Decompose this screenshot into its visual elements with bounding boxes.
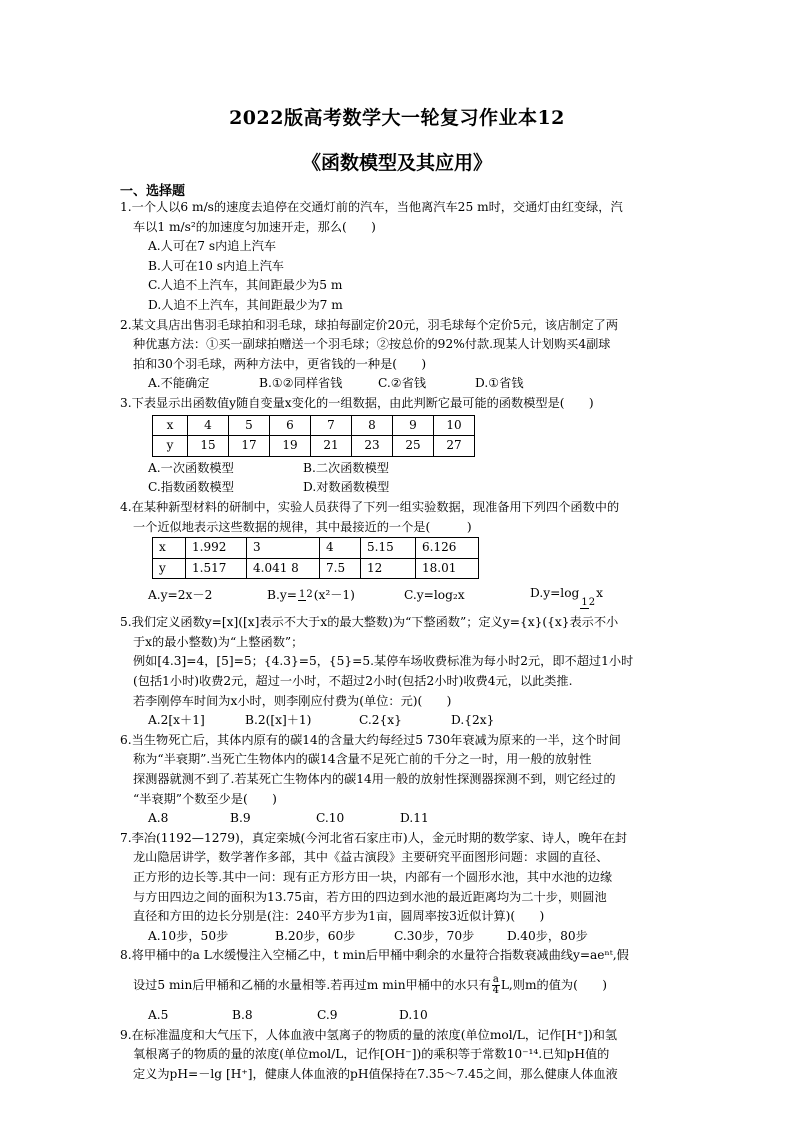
question-number: 6.: [120, 732, 132, 747]
table-cell: 18.01: [416, 558, 479, 579]
page-title: 2022版高考数学大一轮复习作业本12: [229, 107, 565, 129]
option-b: B.①②同样省钱: [259, 376, 343, 391]
option-b: B.2([x]＋1): [245, 713, 312, 728]
table-cell: 8: [352, 415, 393, 436]
table-cell: 4: [188, 415, 229, 436]
question-number: 1.: [120, 200, 132, 214]
fraction: [492, 975, 500, 996]
option-d: D.人追不上汽车，其间距最少为7 m: [148, 297, 343, 312]
option-a: A.10步，50步: [148, 928, 229, 943]
question-text: L,则m的值为( ): [500, 978, 607, 993]
table-cell: 5.15: [361, 538, 416, 559]
option-d: D.10: [399, 1007, 428, 1022]
option-a: A.y=2x－2: [148, 588, 213, 603]
question-text: 称为“半衰期”.当死亡生物体内的碳14含量不足死亡前的千分之一时，用一般的放射性: [133, 752, 592, 767]
option-b: B.8: [232, 1007, 253, 1022]
table-cell: x: [153, 538, 186, 559]
options-row: [120, 374, 700, 394]
table-cell: y: [153, 436, 188, 457]
option-d: D.11: [400, 811, 429, 826]
option-a: A.2[x＋1]: [148, 713, 205, 728]
denominator: 2: [306, 589, 313, 601]
table-cell: 9: [393, 415, 434, 436]
table-cell: 19: [270, 436, 311, 457]
question-2: [120, 316, 700, 394]
table-cell: 6.126: [416, 538, 479, 559]
question-text: [120, 966, 700, 1006]
question-text: 例如[4.3]=4，[5]=5；{4.3}=5，{5}=5.某停车场收费标准为每小时2元，即不超过1小时: [133, 654, 634, 669]
option-a: A.不能确定: [148, 376, 210, 391]
option-b: B.9: [230, 811, 251, 826]
question-number: 7.: [120, 830, 132, 845]
question-text: 龙山隐居讲学，数学著作多部，其中《益古演段》主要研究平面图形问题：求圆的直径、: [133, 850, 609, 865]
question-text: 下表显示出函数值y随自变量x变化的一组数据，由此判断它最可能的函数模型是( ): [131, 395, 594, 410]
option-a: A.人可在7 s内追上汽车: [148, 239, 277, 254]
table-cell: y: [153, 558, 186, 579]
option-c: C.30步，70步: [394, 928, 475, 943]
options-row: [120, 927, 700, 947]
question-4: [120, 498, 700, 613]
option-d: D.对数函数模型: [303, 480, 390, 495]
question-9: [120, 1026, 700, 1085]
table-cell: 1.517: [186, 558, 247, 579]
question-list: [120, 198, 700, 1084]
question-number: 3.: [120, 395, 132, 410]
option-a: A.8: [148, 811, 169, 826]
table-row-x: [153, 538, 479, 559]
question-text: 将甲桶中的a L水缓慢注入空桶乙中，t min后甲桶中剩余的水量符合指数衰减曲线y=aeⁿᵗ,假: [131, 948, 629, 963]
denominator: 4: [492, 985, 500, 997]
option-c: C.②省钱: [378, 376, 427, 391]
table-row-y: [153, 558, 479, 579]
option-d: D.{2x}: [451, 713, 495, 728]
question-text: 探测器就测不到了.若某死亡生物体内的碳14用一般的放射性探测器探测不到，则它经过的: [133, 772, 616, 787]
question-text: 与方田四边之间的面积为13.75亩，若方田的四边到水池的最近距离均为二十步，则圆池: [133, 889, 607, 904]
option-c: C.9: [317, 1007, 338, 1022]
options-row: [120, 809, 700, 829]
page-subtitle: 《函数模型及其应用》: [301, 152, 492, 174]
option-a: A.5: [148, 1007, 169, 1022]
table-cell: 15: [188, 436, 229, 457]
question-text: 在标准温度和大气压下，人体血液中氢离子的物质的量的浓度(单位mol/L，记作[H⁺])和氢: [131, 1027, 618, 1042]
question-8: [120, 946, 700, 1025]
question-5: [120, 613, 700, 731]
table-cell: 1.992: [186, 538, 247, 559]
numerator: 1: [298, 589, 306, 601]
table-cell: 7.5: [320, 558, 361, 579]
fraction: [580, 598, 595, 609]
question-text: 在某种新型材料的研制中，实验人员获得了下列一组实验数据，现准备用下列四个函数中的: [131, 499, 620, 514]
table-cell: 12: [361, 558, 416, 579]
table-cell: 5: [229, 415, 270, 436]
question-number: 9.: [120, 1027, 132, 1042]
question-text: 定义为pH=－lg [H⁺]，健康人体血液的pH值保持在7.35～7.45之间，那么健康人体血液: [133, 1066, 618, 1081]
option-d: [530, 584, 603, 609]
question-text: 直径和方田的边长分别是(注：240平方步为1亩，圆周率按3近似计算)( ): [133, 909, 545, 924]
question-text: 某文具店出售羽毛球拍和羽毛球，球拍每副定价20元，羽毛球每个定价5元，该店制定了两: [131, 317, 619, 332]
question-text: 车以1 m/s²的加速度匀加速开走，那么( ): [133, 219, 376, 234]
option-d: D.40步，80步: [507, 928, 588, 943]
table-cell: 25: [393, 436, 434, 457]
option-c: C.指数函数模型: [148, 480, 234, 495]
option-text: D.y=log: [530, 585, 580, 600]
numerator: 1: [581, 596, 588, 608]
denominator: 2: [588, 596, 596, 608]
data-table: [152, 415, 475, 457]
options-row: [120, 579, 700, 613]
table-cell: x: [153, 415, 188, 436]
question-number: 4.: [120, 499, 132, 514]
options-row: [120, 459, 700, 479]
option-b: [267, 586, 404, 606]
question-text: 一个近似地表示这些数据的规律，其中最接近的一个是( ): [133, 519, 472, 534]
table-cell: 4.041 8: [247, 558, 320, 579]
table-cell: 27: [434, 436, 475, 457]
question-number: 2.: [120, 317, 132, 332]
option-b: B.人可在10 s内追上汽车: [148, 258, 284, 273]
options-row: [120, 478, 700, 498]
question-text: 若李刚停车时间为x小时，则李刚应付费为(单位：元)( ): [133, 693, 452, 708]
option-c: C.10: [316, 811, 345, 826]
question-text: 拍和30个羽毛球，两种方法中，更省钱的一种是( ): [133, 356, 427, 371]
question-text: 李冶(1192—1279)，真定栾城(今河北省石家庄市)人，金元时期的数学家、诗人，晚年在封: [131, 830, 628, 845]
table-cell: 17: [229, 436, 270, 457]
question-text: 设过5 min后甲桶和乙桶的水量相等.若再过m min甲桶中的水只有: [133, 978, 491, 993]
question-text: 我们定义函数y=[x]([x]表示不大于x的最大整数)为“下整函数”；定义y={x}({x}表示不小: [131, 615, 619, 630]
table-cell: 3: [247, 538, 320, 559]
question-text: 于x的最小整数)为“上整函数”；: [133, 634, 304, 649]
table-row-y: [153, 436, 475, 457]
option-c: C.y=log₂x: [404, 588, 465, 603]
numerator: a: [492, 974, 499, 986]
table-cell: 21: [311, 436, 352, 457]
table-cell: 7: [311, 415, 352, 436]
question-number: 8.: [120, 948, 132, 963]
table-cell: 10: [434, 415, 475, 436]
table-cell: 4: [320, 538, 361, 559]
option-b: B.二次函数模型: [303, 460, 389, 475]
options-row: [120, 711, 700, 731]
option-text: x: [596, 585, 603, 600]
data-table: [152, 537, 479, 579]
option-text: (x²－1): [313, 588, 355, 603]
option-d: D.①省钱: [475, 376, 524, 391]
table-cell: 6: [270, 415, 311, 436]
option-text: B.y=: [267, 588, 297, 603]
table-cell: 23: [352, 436, 393, 457]
question-3: [120, 394, 700, 498]
option-a: A.一次函数模型: [148, 460, 234, 475]
fraction: [298, 590, 313, 601]
option-c: C.人追不上汽车，其间距最少为5 m: [148, 278, 343, 293]
question-text: 当生物死亡后，其体内原有的碳14的含量大约每经过5 730年衰减为原来的一半，这个时间: [131, 732, 621, 747]
table-row-x: [153, 415, 475, 436]
options-row: [120, 1006, 700, 1026]
section-heading: 一、选择题: [120, 184, 186, 199]
question-text: 正方形的边长等.其中一问：现有正方形方田一块，内部有一个圆形水池，其中水池的边缘: [133, 870, 613, 884]
question-text: “半衰期”个数至少是( ): [133, 791, 277, 806]
question-1: [120, 198, 700, 316]
question-text: (包括1小时)收费2元，超过一小时，不超过2小时(包括2小时)收费4元，以此类推.: [133, 674, 573, 689]
option-c: C.2{x}: [359, 713, 402, 728]
question-number: 5.: [120, 615, 132, 630]
question-text: 种优惠方法：①买一副球拍赠送一个羽毛球；②按总价的92%付款.现某人计划购买4副球: [133, 337, 611, 352]
question-6: [120, 731, 700, 829]
option-b: B.20步，60步: [275, 928, 356, 943]
question-text: 一个人以6 m/s的速度去追停在交通灯前的汽车，当他离汽车25 m时，交通灯由红变绿，汽: [131, 200, 623, 214]
question-text: 氧根离子的物质的量的浓度(单位mol/L，记作[OH⁻])的乘积等于常数10⁻¹⁴.已知pH值的: [133, 1047, 610, 1062]
question-7: [120, 829, 700, 947]
